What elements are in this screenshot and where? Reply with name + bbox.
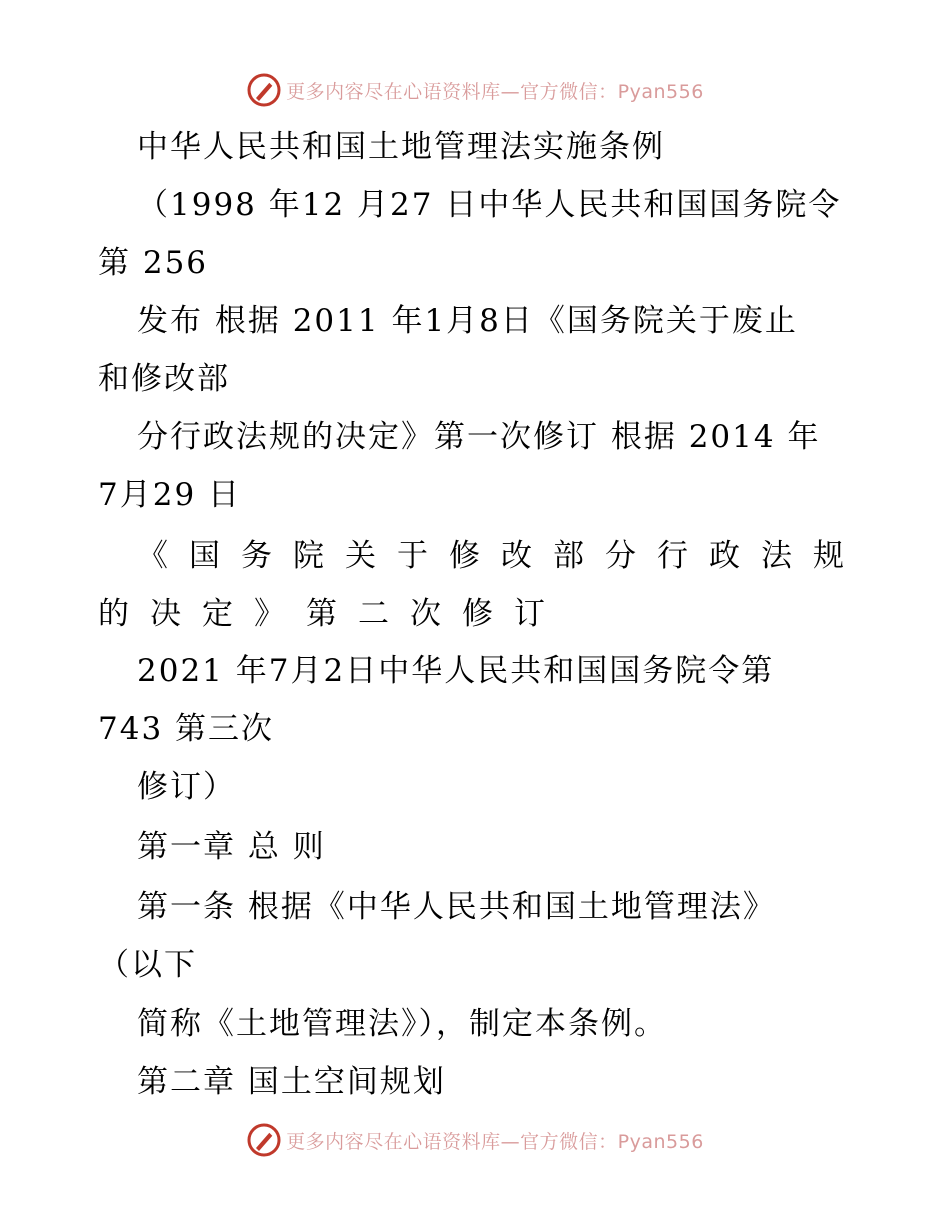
banner-text: 更多内容尽在心语资料库—官方微信：Pyan556 [286, 1130, 704, 1153]
footer-banner [0, 1120, 950, 1160]
text-line: （以下 [98, 947, 197, 983]
text-line: 的决定》第二次修订 [98, 596, 566, 632]
text-line: 第 256 [98, 245, 209, 281]
banner-text: 更多内容尽在心语资料库—官方微信：Pyan556 [286, 80, 704, 103]
pen-seal-logo [246, 1122, 282, 1158]
text-line: 修订） [137, 769, 236, 805]
text-line: 2021 年7月2日中华人民共和国国务院令第 [137, 653, 775, 689]
text-line: 743 第三次 [98, 711, 275, 747]
text-line: 《国务院关于修改部分行政法规 [137, 538, 865, 574]
chapter-heading: 第二章 国土空间规划 [137, 1064, 446, 1100]
text-line: 简称《土地管理法》），制定本条例。 [137, 1006, 667, 1042]
chapter-heading: 第一章 总 则 [137, 829, 326, 865]
text-line: 分行政法规的决定》第一次修订 根据 2014 年 [137, 419, 821, 455]
text-line: 7月29 日 [98, 477, 242, 513]
text-line: （1998 年12 月27 日中华人民共和国国务院令 [137, 187, 842, 223]
document-title: 中华人民共和国土地管理法实施条例 [137, 129, 665, 165]
article-text: 第一条 根据《中华人民共和国土地管理法》 [137, 889, 776, 925]
text-line: 发布 根据 2011 年1月8日《国务院关于废止 [137, 303, 798, 339]
text-line: 和修改部 [98, 361, 230, 397]
